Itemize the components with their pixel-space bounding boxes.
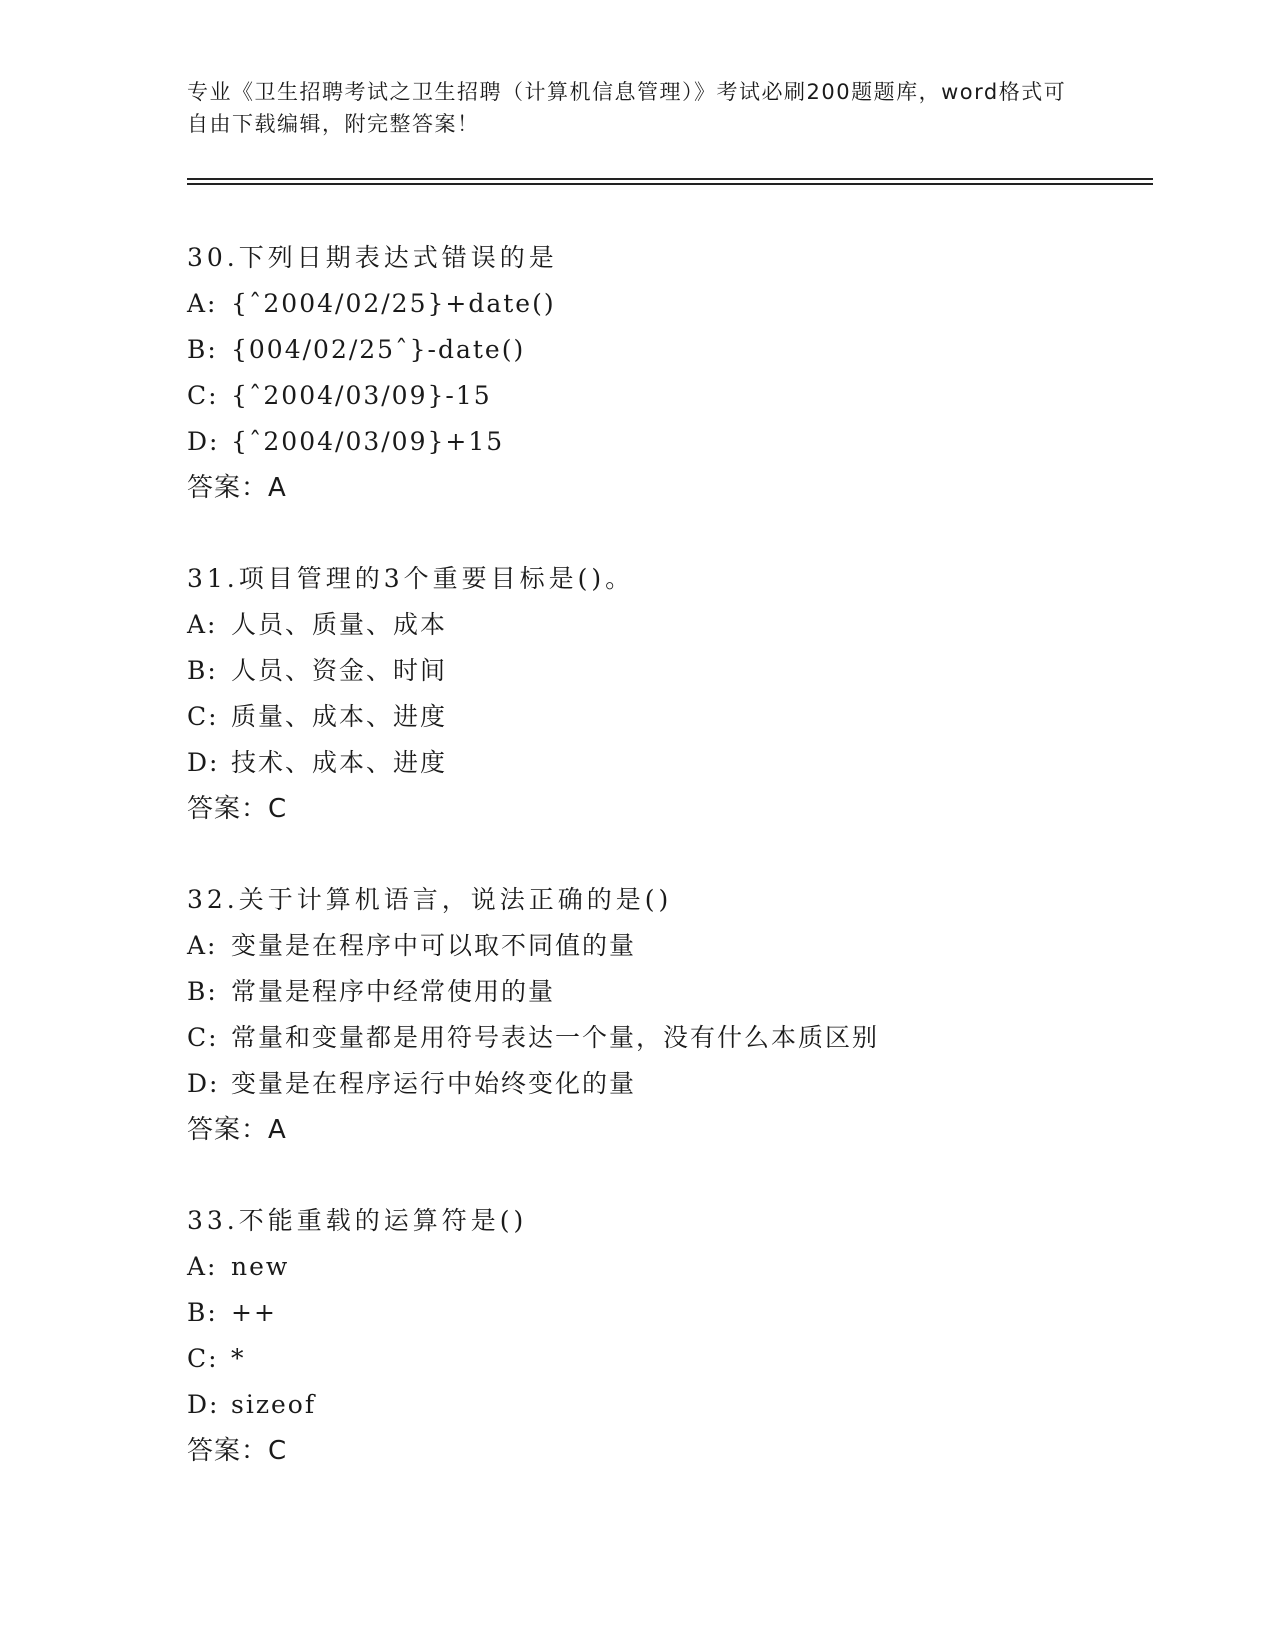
option-text: 人员、资金、时间 bbox=[231, 656, 448, 685]
option-a bbox=[187, 1244, 1167, 1290]
header-rule-top bbox=[187, 178, 1153, 180]
option-label: D: bbox=[187, 1390, 220, 1419]
option-b bbox=[187, 327, 1167, 373]
option-label: B: bbox=[187, 656, 218, 685]
answer-line: 答案：A bbox=[187, 1115, 287, 1145]
option-label: A: bbox=[187, 1252, 218, 1281]
option-text: {ˆ2004/02/25}+date() bbox=[231, 289, 556, 318]
option-text: ++ bbox=[231, 1298, 277, 1327]
option-text: 常量和变量都是用符号表达一个量，没有什么本质区别 bbox=[231, 1023, 880, 1052]
option-text: {ˆ2004/03/09}-15 bbox=[231, 381, 492, 410]
option-label: C: bbox=[187, 702, 219, 731]
answer-line: 答案：C bbox=[187, 794, 288, 824]
option-label: D: bbox=[187, 427, 220, 456]
option-a bbox=[187, 923, 1167, 969]
option-d bbox=[187, 1382, 1167, 1428]
option-label: C: bbox=[187, 1023, 219, 1052]
option-d bbox=[187, 740, 1167, 786]
option-label: B: bbox=[187, 977, 218, 1006]
option-d bbox=[187, 419, 1167, 465]
option-d bbox=[187, 1061, 1167, 1107]
question-stem: 33.不能重载的运算符是() bbox=[187, 1206, 528, 1235]
option-text: 变量是在程序中可以取不同值的量 bbox=[231, 931, 637, 960]
answer-line: 答案：A bbox=[187, 473, 287, 503]
option-text: 常量是程序中经常使用的量 bbox=[231, 977, 556, 1006]
header-rule-bottom bbox=[187, 183, 1153, 185]
question-stem: 31.项目管理的3个重要目标是()。 bbox=[187, 564, 635, 593]
option-text: 变量是在程序运行中始终变化的量 bbox=[231, 1069, 637, 1098]
question-stem: 32.关于计算机语言，说法正确的是() bbox=[187, 885, 673, 914]
question-30 bbox=[187, 235, 1167, 511]
option-text: {ˆ2004/03/09}+15 bbox=[231, 427, 505, 456]
option-b bbox=[187, 1290, 1167, 1336]
question-32 bbox=[187, 877, 1167, 1153]
option-text: {004/02/25ˆ}-date() bbox=[231, 335, 526, 364]
option-text: 人员、质量、成本 bbox=[231, 610, 448, 639]
option-label: C: bbox=[187, 381, 219, 410]
option-text: 质量、成本、进度 bbox=[231, 702, 448, 731]
option-label: A: bbox=[187, 610, 218, 639]
option-text: 技术、成本、进度 bbox=[231, 748, 448, 777]
option-label: C: bbox=[187, 1344, 219, 1373]
option-c bbox=[187, 694, 1167, 740]
option-b bbox=[187, 969, 1167, 1015]
option-label: D: bbox=[187, 1069, 220, 1098]
option-b bbox=[187, 648, 1167, 694]
option-text: * bbox=[231, 1344, 246, 1373]
option-label: A: bbox=[187, 931, 218, 960]
option-a bbox=[187, 281, 1167, 327]
question-stem: 30.下列日期表达式错误的是 bbox=[187, 243, 558, 272]
option-label: A: bbox=[187, 289, 218, 318]
document-header: 专业《卫生招聘考试之卫生招聘（计算机信息管理）》考试必刷200题题库，word格式可自由下载编辑，附完整答案！ bbox=[187, 80, 1067, 136]
option-a bbox=[187, 602, 1167, 648]
option-label: D: bbox=[187, 748, 220, 777]
option-c bbox=[187, 1015, 1167, 1061]
option-c bbox=[187, 1336, 1167, 1382]
question-33 bbox=[187, 1198, 1167, 1474]
option-text: sizeof bbox=[231, 1390, 317, 1419]
option-label: B: bbox=[187, 335, 218, 364]
option-c bbox=[187, 373, 1167, 419]
question-31 bbox=[187, 556, 1167, 832]
option-text: new bbox=[231, 1252, 290, 1281]
option-label: B: bbox=[187, 1298, 218, 1327]
answer-line: 答案：C bbox=[187, 1436, 288, 1466]
